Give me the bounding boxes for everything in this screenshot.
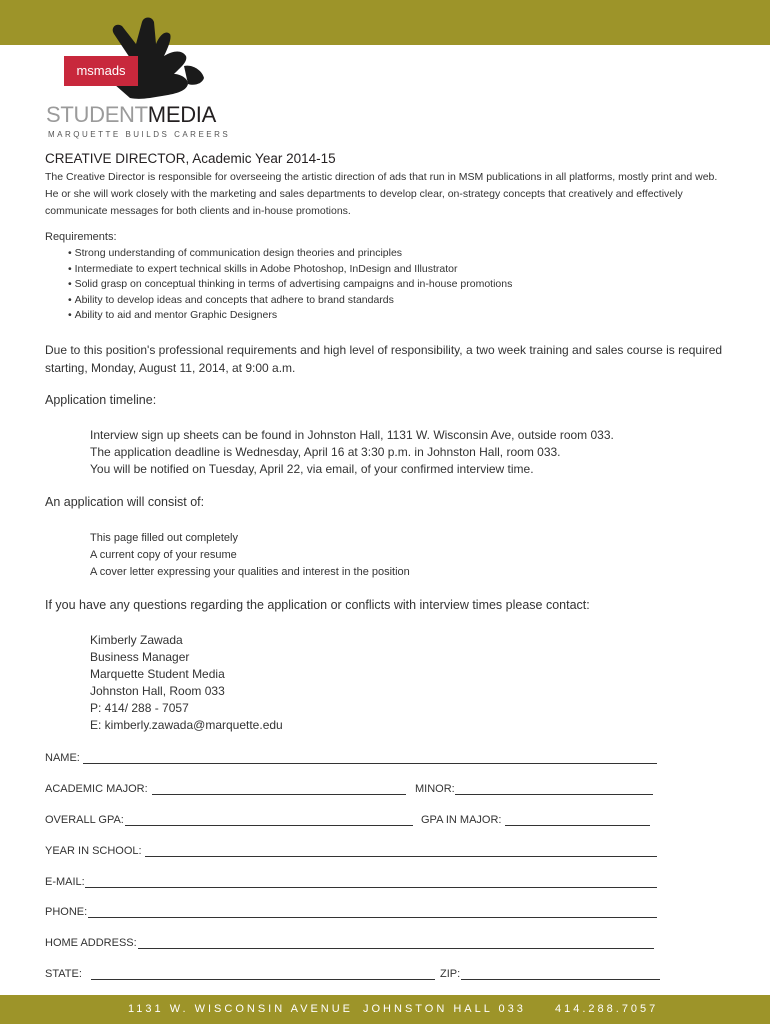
gpa-field[interactable] (125, 825, 413, 826)
phone-label: PHONE: (45, 906, 88, 918)
year-field[interactable] (145, 856, 657, 857)
footer-bar (0, 995, 770, 1024)
contact-label: If you have any questions regarding the application or conflicts with interview times please contact: (45, 598, 590, 612)
address-label: HOME ADDRESS: (45, 937, 137, 949)
requirement-item: • Ability to aid and mentor Graphic Designers (68, 308, 512, 324)
name-label: NAME: (45, 752, 80, 764)
brand-badge: msmads (64, 56, 138, 86)
email-label: E-MAIL: (45, 876, 85, 888)
job-description: The Creative Director is responsible for overseeing the artistic direction of ads that run in MSM publications in all platforms, mostly print and web. He or she will work closely with the marketing and sales departments to develop clear, on-strategy concepts that creatively and effectively communicate messages for both clients and in-house promotions. (45, 171, 718, 217)
application-item: A current copy of your resume (90, 549, 237, 561)
requirement-item: • Intermediate to expert technical skills in Adobe Photoshop, InDesign and Illustrator (68, 262, 512, 278)
contact-role: Business Manager (90, 650, 190, 664)
contact-phone: P: 414/ 288 - 7057 (90, 701, 189, 715)
requirements-label: Requirements: (45, 231, 117, 243)
major-label: ACADEMIC MAJOR: (45, 783, 148, 795)
contact-room: Johnston Hall, Room 033 (90, 684, 225, 698)
timeline-line: The application deadline is Wednesday, April 16 at 3:30 p.m. in Johnston Hall, room 033. (90, 445, 561, 459)
state-field[interactable] (91, 979, 435, 980)
logo-tagline: MARQUETTE BUILDS CAREERS (48, 130, 231, 139)
gpa-major-field[interactable] (505, 825, 650, 826)
email-field[interactable] (85, 887, 657, 888)
timeline-line: Interview sign up sheets can be found in Johnston Hall, 1131 W. Wisconsin Ave, outside room 033. (90, 428, 614, 442)
footer-address: 1131 W. WISCONSIN AVENUE (128, 1003, 354, 1015)
gpa-major-label: GPA IN MAJOR: (421, 814, 502, 826)
timeline-label: Application timeline: (45, 393, 157, 407)
contact-email: E: kimberly.zawada@marquette.edu (90, 718, 283, 732)
contact-block (90, 632, 283, 734)
application-item: This page filled out completely (90, 532, 238, 544)
training-note: Due to this position's professional requirements and high level of responsibility, a two week training and sales course is required starting, Monday, August 11, 2014, at 9:00 a.m. (45, 343, 723, 375)
contact-name: Kimberly Zawada (90, 633, 183, 647)
zip-field[interactable] (461, 979, 660, 980)
logo-wordmark: STUDENTMEDIA (46, 102, 216, 127)
timeline-line: You will be notified on Tuesday, April 22, via email, of your confirmed interview time. (90, 462, 534, 476)
job-title: CREATIVE DIRECTOR, Academic Year 2014-15 (45, 151, 336, 166)
zip-label: ZIP: (440, 968, 461, 980)
application-items (90, 530, 410, 581)
requirement-item: • Ability to develop ideas and concepts that adhere to brand standards (68, 293, 512, 309)
application-label: An application will consist of: (45, 495, 205, 509)
minor-label: MINOR: (415, 783, 455, 795)
address-field[interactable] (138, 948, 654, 949)
gpa-label: OVERALL GPA: (45, 814, 124, 826)
contact-org: Marquette Student Media (90, 667, 225, 681)
requirements-list (68, 246, 512, 324)
student-media-logo (44, 14, 231, 139)
name-field[interactable] (83, 763, 657, 764)
major-field[interactable] (152, 794, 406, 795)
footer-building: JOHNSTON HALL 033 (363, 1003, 526, 1015)
phone-field[interactable] (88, 917, 657, 918)
requirement-item: • Strong understanding of communication design theories and principles (68, 246, 512, 262)
timeline-lines (90, 427, 614, 478)
requirement-item: • Solid grasp on conceptual thinking in terms of advertising campaigns and in-house promotions (68, 277, 512, 293)
state-label: STATE: (45, 968, 82, 980)
footer-phone: 414.288.7057 (555, 1003, 659, 1015)
application-item: A cover letter expressing your qualities and interest in the position (90, 566, 410, 578)
minor-field[interactable] (455, 794, 653, 795)
year-label: YEAR IN SCHOOL: (45, 845, 142, 857)
